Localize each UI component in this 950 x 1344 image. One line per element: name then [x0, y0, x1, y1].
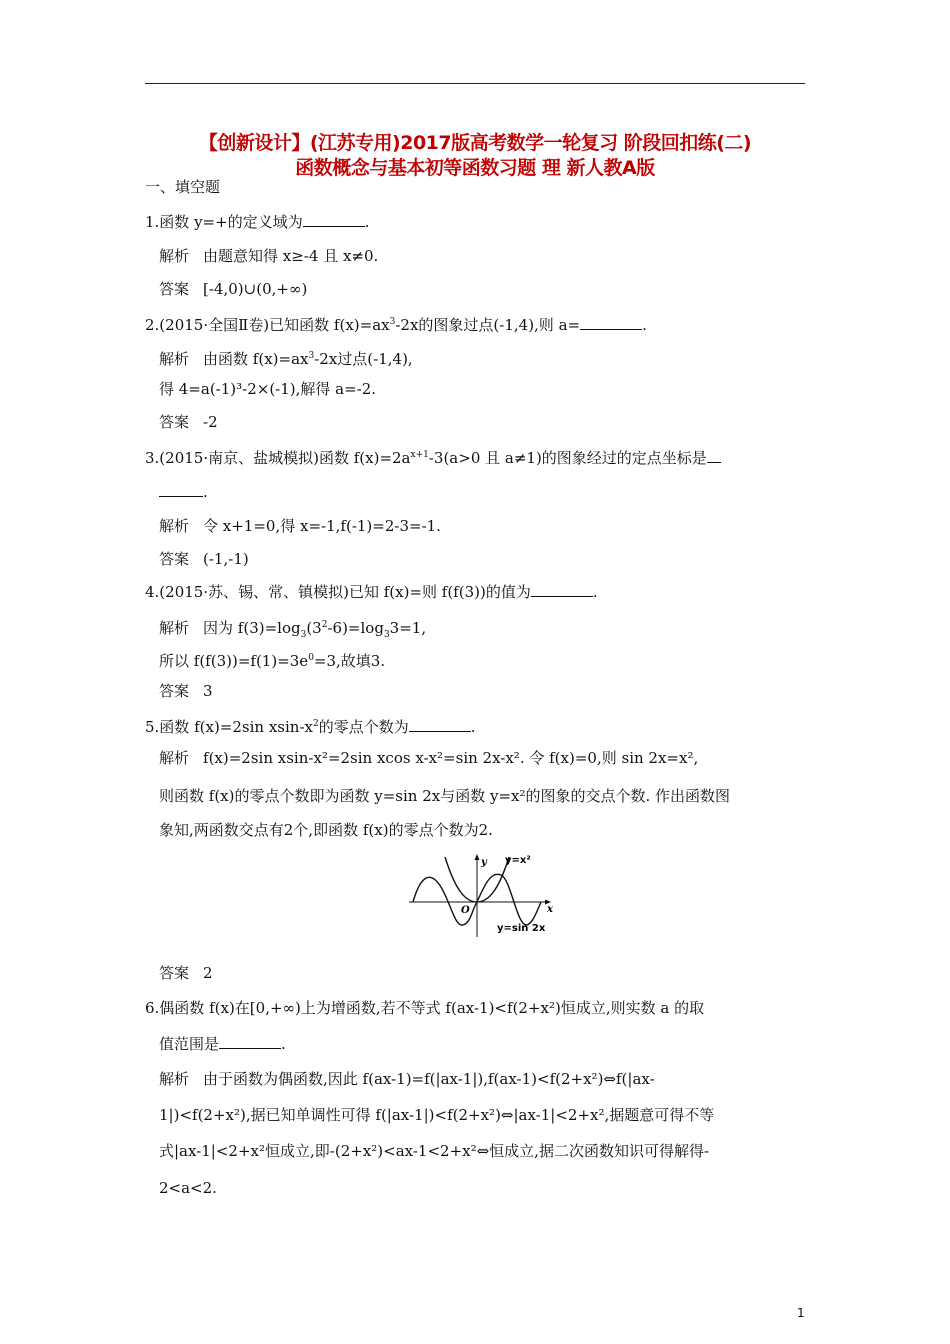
answer-label: 答案 [159, 413, 190, 431]
problem-6-analysis-line4: 2<a<2. [159, 1179, 217, 1197]
problem-5-analysis-line2: 则函数 f(x)的零点个数即为函数 y=sin 2x与函数 y=x²的图象的交点个数. 作出函数图 [159, 787, 731, 805]
problem-4-question [145, 582, 598, 602]
answer-text: (-1,-1) [203, 550, 249, 568]
analysis-text-cont: 3=1, [389, 619, 427, 637]
answer-blank [707, 448, 721, 463]
answer-blank [409, 717, 471, 732]
x-axis-label: x [547, 904, 553, 915]
period: . [642, 316, 647, 334]
analysis-label: 解析 [159, 247, 190, 265]
answer-text: 3 [203, 682, 213, 700]
answer-blank [531, 582, 593, 597]
answer-blank [303, 212, 365, 227]
analysis-text-cont: -2x过点(-1,4), [314, 350, 413, 368]
problem-2-analysis-line2: 得 4=a(-1)³-2×(-1),解得 a=-2. [159, 380, 377, 398]
question-text: 3.(2015·南京、盐城模拟)函数 f(x)=2a [145, 449, 411, 467]
analysis-text: 所以 f(f(3))=f(1)=3e [159, 652, 309, 670]
analysis-text: 由题意知得 x≥-4 且 x≠0. [203, 247, 379, 265]
problem-4-analysis [159, 615, 426, 645]
period: . [203, 483, 208, 501]
section-heading: 一、填空题 [145, 178, 221, 196]
analysis-text: 由函数 f(x)=ax [203, 350, 309, 368]
answer-text: -2 [203, 413, 218, 431]
problem-6-analysis-line3: 式|ax-1|<2+x²恒成立,即-(2+x²)<ax-1<2+x²⇔恒成立,据二次函数知识可得解得- [159, 1142, 710, 1160]
document-title-line1: 【创新设计】(江苏专用)2017版高考数学一轮复习 阶段回扣练(二) [198, 132, 752, 154]
problem-6-analysis-line2: 1|)<f(2+x²),据已知单调性可得 f(|ax-1|)<f(2+x²)⇔|ax-1|<2+x²,据题意可得不等 [159, 1106, 715, 1124]
problem-3-question [145, 445, 721, 468]
y-axis-arrow [475, 854, 480, 860]
answer-label: 答案 [159, 280, 190, 298]
problem-4-analysis-line2 [159, 648, 385, 671]
problem-2-answer [159, 412, 218, 432]
answer-blank [219, 1034, 281, 1049]
answer-text: 2 [203, 964, 213, 982]
problem-6-analysis [159, 1069, 655, 1089]
origin-label: O [461, 905, 470, 916]
analysis-label: 解析 [159, 619, 190, 637]
problem-5-answer [159, 963, 213, 983]
answer-label: 答案 [159, 682, 190, 700]
problem-2-analysis [159, 346, 413, 369]
problem-1-analysis [159, 246, 378, 266]
period: . [592, 583, 598, 601]
y-axis-label: y [481, 857, 487, 868]
problem-3-answer [159, 549, 249, 569]
analysis-text-cont: (3 [306, 619, 322, 637]
analysis-text: f(x)=2sin xsin-x²=2sin xcos x-x²=sin 2x-x². 令 f(x)=0,则 sin 2x=x², [203, 749, 699, 767]
answer-text: [-4,0)∪(0,+∞) [203, 280, 308, 298]
question-text: 4.(2015·苏、锡、常、镇模拟)已知 f(x)=则 f(f(3))的值为 [145, 583, 531, 601]
question-text: 值范围是 [159, 1035, 220, 1053]
problem-3-question-line2 [159, 482, 208, 502]
problem-1-question [145, 212, 369, 232]
question-text: 1.函数 y=+的定义域为 [145, 213, 303, 231]
problem-3-analysis [159, 516, 441, 536]
subscript: 3 [300, 630, 307, 640]
answer-blank [580, 315, 642, 330]
question-text-cont: -2x的图象过点(-1,4),则 a= [395, 316, 581, 334]
analysis-label: 解析 [159, 1070, 190, 1088]
analysis-text: 因为 f(3)=log [203, 619, 301, 637]
problem-6-question: 6.偶函数 f(x)在[0,+∞)上为增函数,若不等式 f(ax-1)<f(2+x²)恒成立,则实数 a 的取 [145, 999, 705, 1017]
question-text-cont: 的零点个数为 [318, 718, 409, 736]
page-number: 1 [797, 1306, 805, 1320]
analysis-text-cont: =3,故填3. [313, 652, 386, 670]
analysis-label: 解析 [159, 749, 190, 767]
analysis-text: 由于函数为偶函数,因此 f(ax-1)=f(|ax-1|),f(ax-1)<f(2+x²)⇔f(|ax- [203, 1070, 655, 1088]
subscript: 3 [383, 630, 390, 640]
analysis-text: 令 x+1=0,得 x=-1,f(-1)=2-3=-1. [203, 517, 441, 535]
question-text: 2.(2015·全国Ⅱ卷)已知函数 f(x)=ax [145, 316, 390, 334]
problem-5-analysis [159, 748, 698, 768]
top-rule [145, 83, 805, 84]
function-graph-figure [405, 849, 555, 939]
superscript: 0 [308, 653, 314, 663]
problem-5-question [145, 714, 476, 737]
analysis-text-cont: -6)=log [327, 619, 384, 637]
superscript: 2 [312, 719, 319, 729]
answer-blank-cont [159, 482, 203, 497]
question-text-cont: -3(a>0 且 a≠1)的图象经过的定点坐标是 [428, 449, 707, 467]
analysis-label: 解析 [159, 350, 190, 368]
superscript: 2 [321, 620, 328, 630]
superscript: 3 [308, 351, 315, 361]
document-title-line2: 函数概念与基本初等函数习题 理 新人教A版 [295, 157, 655, 179]
superscript: x+1 [410, 450, 429, 460]
problem-6-question-line2 [159, 1034, 286, 1054]
parabola-label: y=x² [505, 855, 531, 866]
problem-4-answer [159, 681, 213, 701]
answer-label: 答案 [159, 964, 190, 982]
question-text: 5.函数 f(x)=2sin xsin-x [145, 718, 313, 736]
answer-label: 答案 [159, 550, 190, 568]
problem-5-analysis-line3: 象知,两函数交点有2个,即函数 f(x)的零点个数为2. [159, 821, 493, 839]
problem-1-answer [159, 279, 307, 299]
analysis-label: 解析 [159, 517, 190, 535]
problem-2-question [145, 312, 647, 335]
period: . [364, 213, 370, 231]
period: . [470, 718, 476, 736]
sine-label: y=sin 2x [497, 923, 546, 934]
superscript: 3 [389, 317, 396, 327]
period: . [281, 1035, 286, 1053]
